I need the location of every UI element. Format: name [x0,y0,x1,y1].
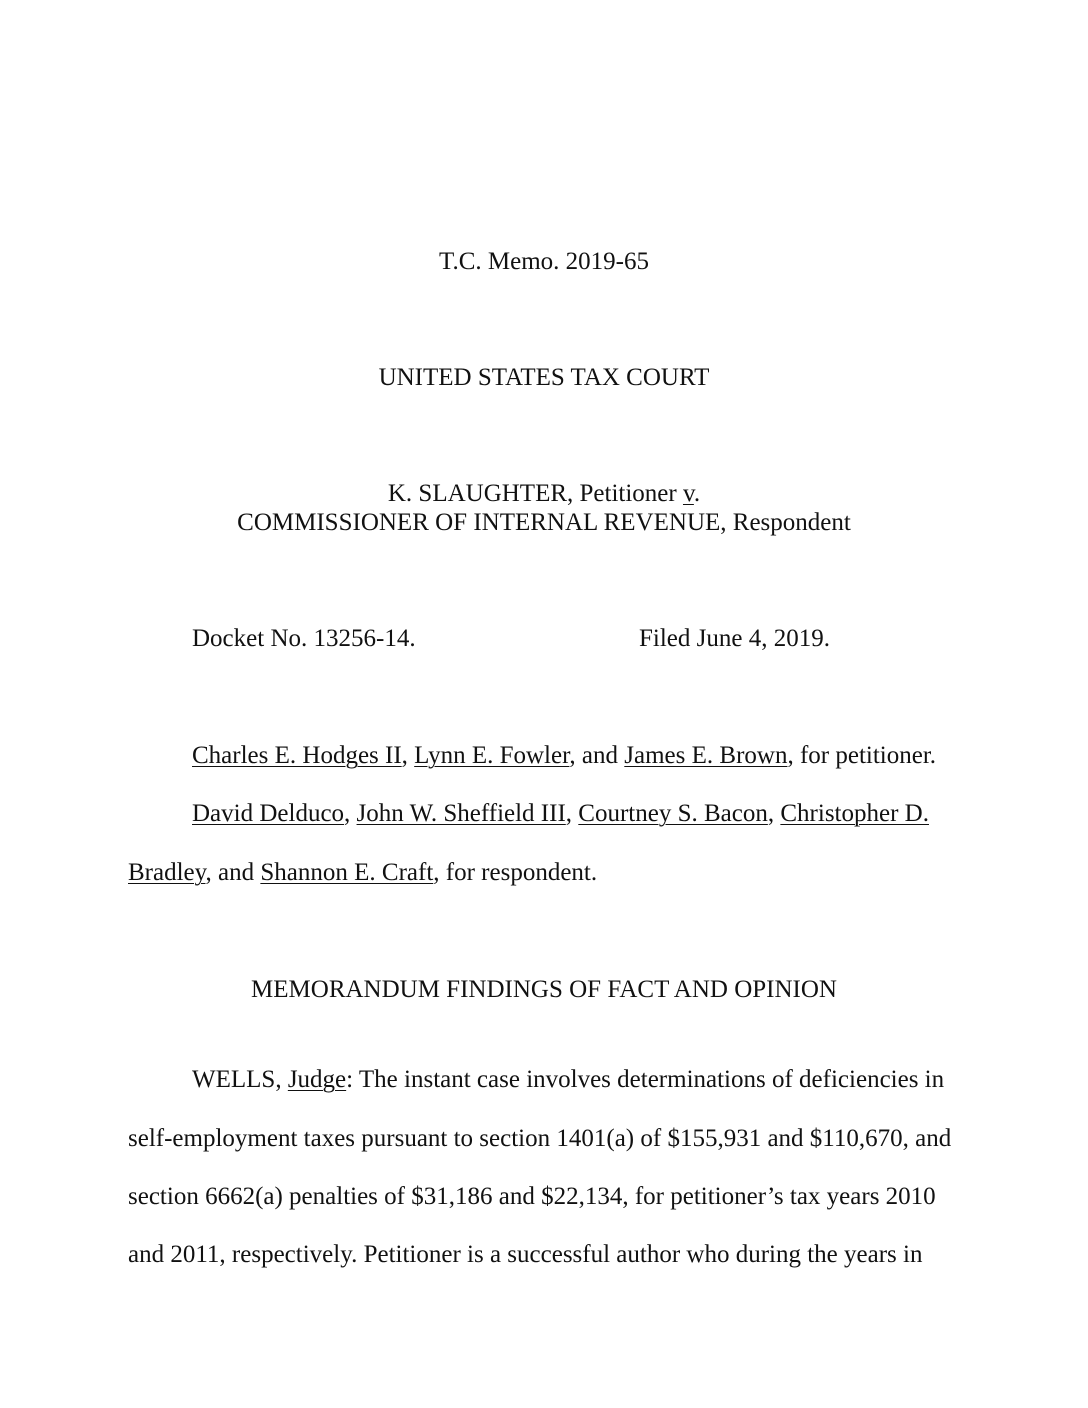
respondent-counsel-line1 [192,799,929,829]
separator: , [565,800,579,827]
petitioner-counsel [192,741,936,771]
opinion-line-4: and 2011, respectively. Petitioner is a successful author who during the years in [128,1241,923,1268]
opinion-line-3: section 6662(a) penalties of $31,186 and $22,134, for petitioner’s tax years 2010 [128,1183,936,1210]
opinion-line-1 [192,1065,944,1095]
court-name: UNITED STATES TAX COURT [378,364,710,391]
opinion-heading: MEMORANDUM FINDINGS OF FACT AND OPINION [251,976,837,1003]
separator: , and [205,859,261,886]
attorney-name: Courtney S. Bacon [578,800,768,827]
attorney-name: James E. Brown [624,742,788,769]
counsel-role: , for respondent. [433,859,598,886]
attorney-name: David Delduco [192,800,345,827]
versus-period: . [693,480,701,507]
judge-name: WELLS, [192,1066,288,1093]
attorney-name: Shannon E. Craft [260,859,434,886]
separator: , [344,800,357,827]
attorney-name: Christopher D. [780,800,929,827]
respondent-counsel-line2 [128,858,597,888]
separator: , [401,742,415,769]
attorney-name: John W. Sheffield III [356,800,566,827]
attorney-name: Charles E. Hodges II [192,742,402,769]
attorney-name: Lynn E. Fowler [414,742,570,769]
filed-date: Filed June 4, 2019. [639,625,830,652]
petitioner-name: K. SLAUGHTER, Petitioner [387,480,683,507]
versus-mark: v [682,480,694,507]
opinion-line-2: self-employment taxes pursuant to section 1401(a) of $155,931 and $110,670, and [128,1125,952,1152]
caption-petitioner-line [0,479,1088,509]
separator: , [767,800,781,827]
attorney-name: Bradley [128,859,206,886]
opinion-text: : The instant case involves determinations of deficiencies in [346,1066,945,1093]
caption-respondent: COMMISSIONER OF INTERNAL REVENUE, Respondent [237,509,851,536]
docket-number: Docket No. 13256-14. [192,625,416,652]
counsel-role: , for petitioner. [787,742,937,769]
judge-title: Judge [287,1066,347,1093]
memo-number: T.C. Memo. 2019-65 [439,248,649,275]
separator: , and [569,742,625,769]
